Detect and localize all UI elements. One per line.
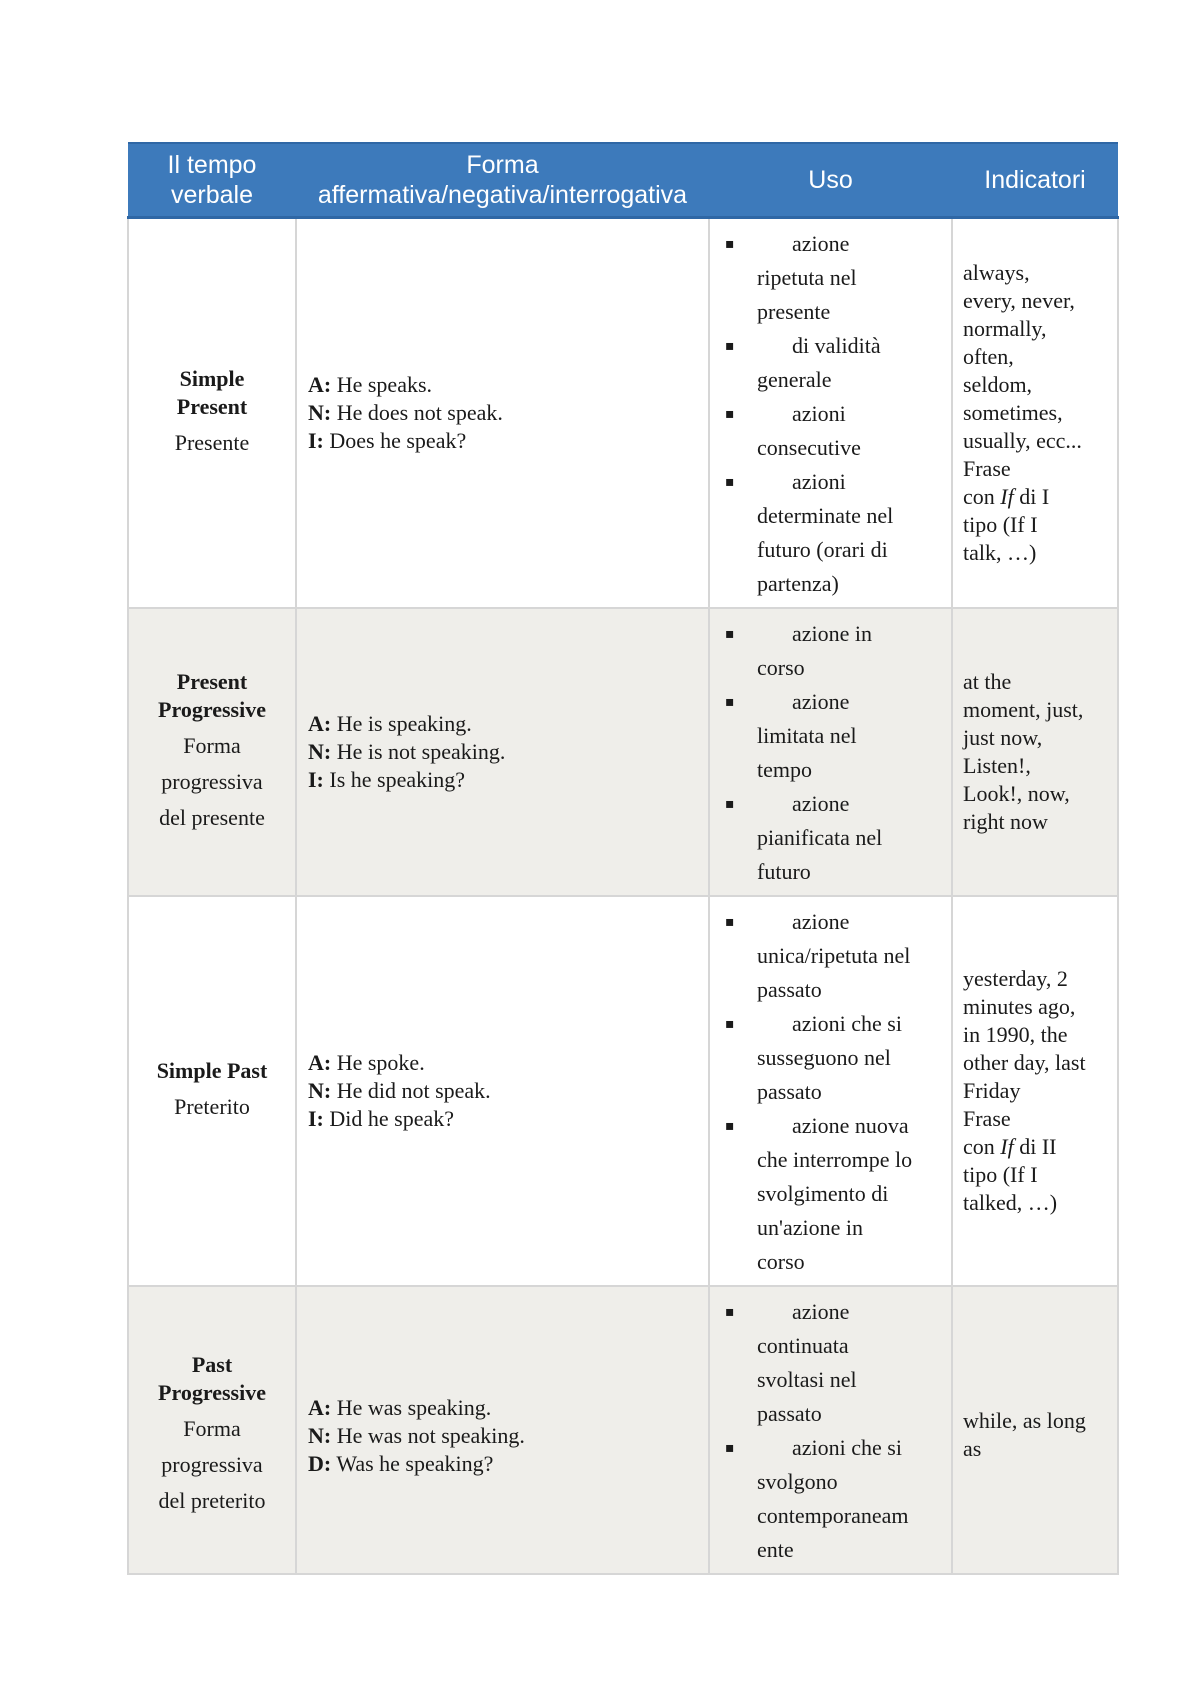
if-clause-line: con If di II xyxy=(963,1134,1057,1159)
indicator-line: every, never, xyxy=(963,288,1075,313)
form-line xyxy=(308,766,700,794)
indicator-line: Frase xyxy=(963,456,1011,481)
bullet-icon: ▪ xyxy=(725,626,735,642)
use-line: azione xyxy=(792,1299,850,1324)
tense-name: Simple xyxy=(179,366,245,391)
form-line xyxy=(308,1450,700,1478)
tense-italian-name: Forma xyxy=(183,733,241,758)
tense-italian-name: progressiva xyxy=(161,1452,263,1477)
tense-name: Present xyxy=(176,394,248,419)
header-form-line: Forma xyxy=(466,151,539,179)
bullet-icon: ▪ xyxy=(725,1440,735,1456)
forms-cell xyxy=(296,608,709,896)
use-line: azione xyxy=(792,909,850,934)
indicator-line: while, as long xyxy=(963,1408,1086,1433)
use-item xyxy=(722,617,947,685)
tense-italian-name: Presente xyxy=(174,430,250,455)
use-line: tempo xyxy=(757,757,812,782)
use-line: svolgono xyxy=(757,1469,838,1494)
form-text: He was not speaking. xyxy=(331,1423,525,1448)
use-line: futuro (orari di xyxy=(757,537,888,562)
uses-list xyxy=(722,905,947,1279)
use-line: passato xyxy=(757,1401,822,1426)
use-line: di validità xyxy=(792,333,881,358)
uses-list xyxy=(722,1295,947,1567)
use-line: unica/ripetuta nel xyxy=(757,943,911,968)
forms-cell xyxy=(296,218,709,609)
form-tag: N: xyxy=(308,1078,332,1103)
use-line: azione in xyxy=(792,621,873,646)
indicator-line: Friday xyxy=(963,1078,1021,1103)
form-text: He does not speak. xyxy=(331,400,503,425)
table-row xyxy=(128,1286,1118,1574)
bullet-icon: ▪ xyxy=(725,796,735,812)
use-line: azione xyxy=(792,689,850,714)
indicator-line: tipo (If I xyxy=(963,1162,1038,1187)
indicator-line: tipo (If I xyxy=(963,512,1038,537)
use-line: azione xyxy=(792,791,850,816)
tense-italian-name: del preterito xyxy=(158,1488,266,1513)
uses-cell xyxy=(709,896,952,1286)
table-row xyxy=(128,218,1118,609)
use-line: azione xyxy=(792,231,850,256)
form-text: He was speaking. xyxy=(331,1395,492,1420)
indicators-cell xyxy=(952,218,1118,609)
tense-name: Progressive xyxy=(158,697,266,722)
use-line: contemporaneam xyxy=(757,1503,909,1528)
use-item xyxy=(722,1109,947,1279)
use-item xyxy=(722,1007,947,1109)
indicator-line: as xyxy=(963,1436,982,1461)
use-line: passato xyxy=(757,1079,822,1104)
form-line xyxy=(308,710,700,738)
use-line: svoltasi nel xyxy=(757,1367,857,1392)
use-item xyxy=(722,1431,947,1567)
table-row xyxy=(128,608,1118,896)
header-form xyxy=(296,143,709,218)
if-keyword: If xyxy=(1000,484,1014,509)
indicator-line: moment, just, xyxy=(963,697,1084,722)
form-line xyxy=(308,427,700,455)
indicators-cell xyxy=(952,1286,1118,1574)
bullet-icon: ▪ xyxy=(725,236,735,252)
tense-cell xyxy=(128,218,296,609)
forms-cell xyxy=(296,896,709,1286)
form-text: He speaks. xyxy=(331,372,433,397)
use-line: generale xyxy=(757,367,832,392)
use-item xyxy=(722,905,947,1007)
indicator-line: talked, …) xyxy=(963,1190,1058,1215)
use-item xyxy=(722,787,947,889)
use-line: passato xyxy=(757,977,822,1002)
indicator-line: at the xyxy=(963,669,1012,694)
use-item xyxy=(722,685,947,787)
use-item xyxy=(722,329,947,397)
use-line: corso xyxy=(757,1249,805,1274)
indicators-cell xyxy=(952,896,1118,1286)
tense-cell xyxy=(128,608,296,896)
header-indicators: Indicatori xyxy=(952,143,1118,218)
use-line: determinate nel xyxy=(757,503,894,528)
indicator-line: other day, last xyxy=(963,1050,1086,1075)
use-line: azioni che si xyxy=(792,1435,902,1460)
form-tag: I: xyxy=(308,1106,324,1131)
form-text: Was he speaking? xyxy=(331,1451,494,1476)
bullet-icon: ▪ xyxy=(725,1304,735,1320)
table-header xyxy=(128,143,1118,218)
tense-name: Progressive xyxy=(158,1380,266,1405)
indicator-line: minutes ago, xyxy=(963,994,1076,1019)
use-line: ente xyxy=(757,1537,794,1562)
form-line xyxy=(308,1105,700,1133)
table-body xyxy=(128,218,1118,1575)
use-line: corso xyxy=(757,655,805,680)
use-line: ripetuta nel xyxy=(757,265,857,290)
forms-cell xyxy=(296,1286,709,1574)
bullet-icon: ▪ xyxy=(725,694,735,710)
form-line xyxy=(308,738,700,766)
use-line: limitata nel xyxy=(757,723,857,748)
form-text: Did he speak? xyxy=(323,1106,455,1131)
indicator-line: talk, …) xyxy=(963,540,1037,565)
indicator-line: in 1990, the xyxy=(963,1022,1068,1047)
header-tense xyxy=(128,143,296,218)
indicator-line: often, xyxy=(963,344,1014,369)
bullet-icon: ▪ xyxy=(725,338,735,354)
indicator-line: yesterday, 2 xyxy=(963,966,1068,991)
indicator-line: Look!, now, xyxy=(963,781,1070,806)
indicator-line: right now xyxy=(963,809,1048,834)
indicator-line: just now, xyxy=(963,725,1043,750)
bullet-icon: ▪ xyxy=(725,914,735,930)
use-item xyxy=(722,1295,947,1431)
use-item xyxy=(722,397,947,465)
form-tag: N: xyxy=(308,1423,332,1448)
if-clause-line: con If di I xyxy=(963,484,1050,509)
use-line: pianificata nel xyxy=(757,825,883,850)
indicator-line: always, xyxy=(963,260,1030,285)
tense-cell xyxy=(128,896,296,1286)
uses-list xyxy=(722,227,947,601)
form-line xyxy=(308,1394,700,1422)
form-text: Does he speak? xyxy=(323,428,467,453)
bullet-icon: ▪ xyxy=(725,474,735,490)
form-line xyxy=(308,1422,700,1450)
header-use: Uso xyxy=(709,143,952,218)
use-line: azione nuova xyxy=(792,1113,909,1138)
tense-italian-name: del presente xyxy=(159,805,265,830)
indicator-line: Frase xyxy=(963,1106,1011,1131)
tense-name: Simple Past xyxy=(156,1058,268,1083)
use-line: susseguono nel xyxy=(757,1045,891,1070)
tense-italian-name: Preterito xyxy=(174,1094,250,1119)
if-keyword: If xyxy=(1000,1134,1014,1159)
indicator-line: sometimes, xyxy=(963,400,1063,425)
tense-name: Past xyxy=(191,1352,233,1377)
use-line: un'azione in xyxy=(757,1215,863,1240)
use-item xyxy=(722,465,947,601)
use-line: azioni che si xyxy=(792,1011,902,1036)
form-tag: A: xyxy=(308,1395,332,1420)
form-text: He is not speaking. xyxy=(331,739,506,764)
bullet-icon: ▪ xyxy=(725,1016,735,1032)
use-line: continuata xyxy=(757,1333,849,1358)
indicator-line: seldom, xyxy=(963,372,1033,397)
bullet-icon: ▪ xyxy=(725,406,735,422)
uses-list xyxy=(722,617,947,889)
use-item xyxy=(722,227,947,329)
form-line xyxy=(308,1077,700,1105)
tense-italian-name: Forma xyxy=(183,1416,241,1441)
form-line xyxy=(308,371,700,399)
bullet-icon: ▪ xyxy=(725,1118,735,1134)
tense-italian-name: progressiva xyxy=(161,769,263,794)
header-form-line: affermativa/negativa/interrogativa xyxy=(317,181,688,209)
form-text: He did not speak. xyxy=(331,1078,491,1103)
form-text: He spoke. xyxy=(331,1050,425,1075)
table-row xyxy=(128,896,1118,1286)
form-tag: I: xyxy=(308,767,324,792)
header-tense-line: verbale xyxy=(171,181,253,209)
indicator-line: Listen!, xyxy=(963,753,1031,778)
use-line: svolgimento di xyxy=(757,1181,889,1206)
indicator-line: normally, xyxy=(963,316,1047,341)
tense-name: Present xyxy=(176,669,248,694)
header-tense-line: Il tempo xyxy=(167,151,257,179)
form-text: He is speaking. xyxy=(331,711,472,736)
indicator-line: usually, ecc... xyxy=(963,428,1082,453)
uses-cell xyxy=(709,218,952,609)
form-tag: D: xyxy=(308,1451,332,1476)
form-line xyxy=(308,1049,700,1077)
uses-cell xyxy=(709,1286,952,1574)
verb-tenses-table xyxy=(127,142,1119,1575)
use-line: azioni xyxy=(792,401,846,426)
use-line: futuro xyxy=(757,859,811,884)
form-text: Is he speaking? xyxy=(323,767,466,792)
form-line xyxy=(308,399,700,427)
tense-cell xyxy=(128,1286,296,1574)
form-tag: A: xyxy=(308,711,332,736)
use-line: presente xyxy=(757,299,831,324)
form-tag: N: xyxy=(308,739,332,764)
uses-cell xyxy=(709,608,952,896)
indicators-cell xyxy=(952,608,1118,896)
form-tag: N: xyxy=(308,400,332,425)
use-line: partenza) xyxy=(757,571,839,596)
use-line: azioni xyxy=(792,469,846,494)
form-tag: I: xyxy=(308,428,324,453)
form-tag: A: xyxy=(308,1050,332,1075)
use-line: consecutive xyxy=(757,435,861,460)
form-tag: A: xyxy=(308,372,332,397)
use-line: che interrompe lo xyxy=(757,1147,913,1172)
